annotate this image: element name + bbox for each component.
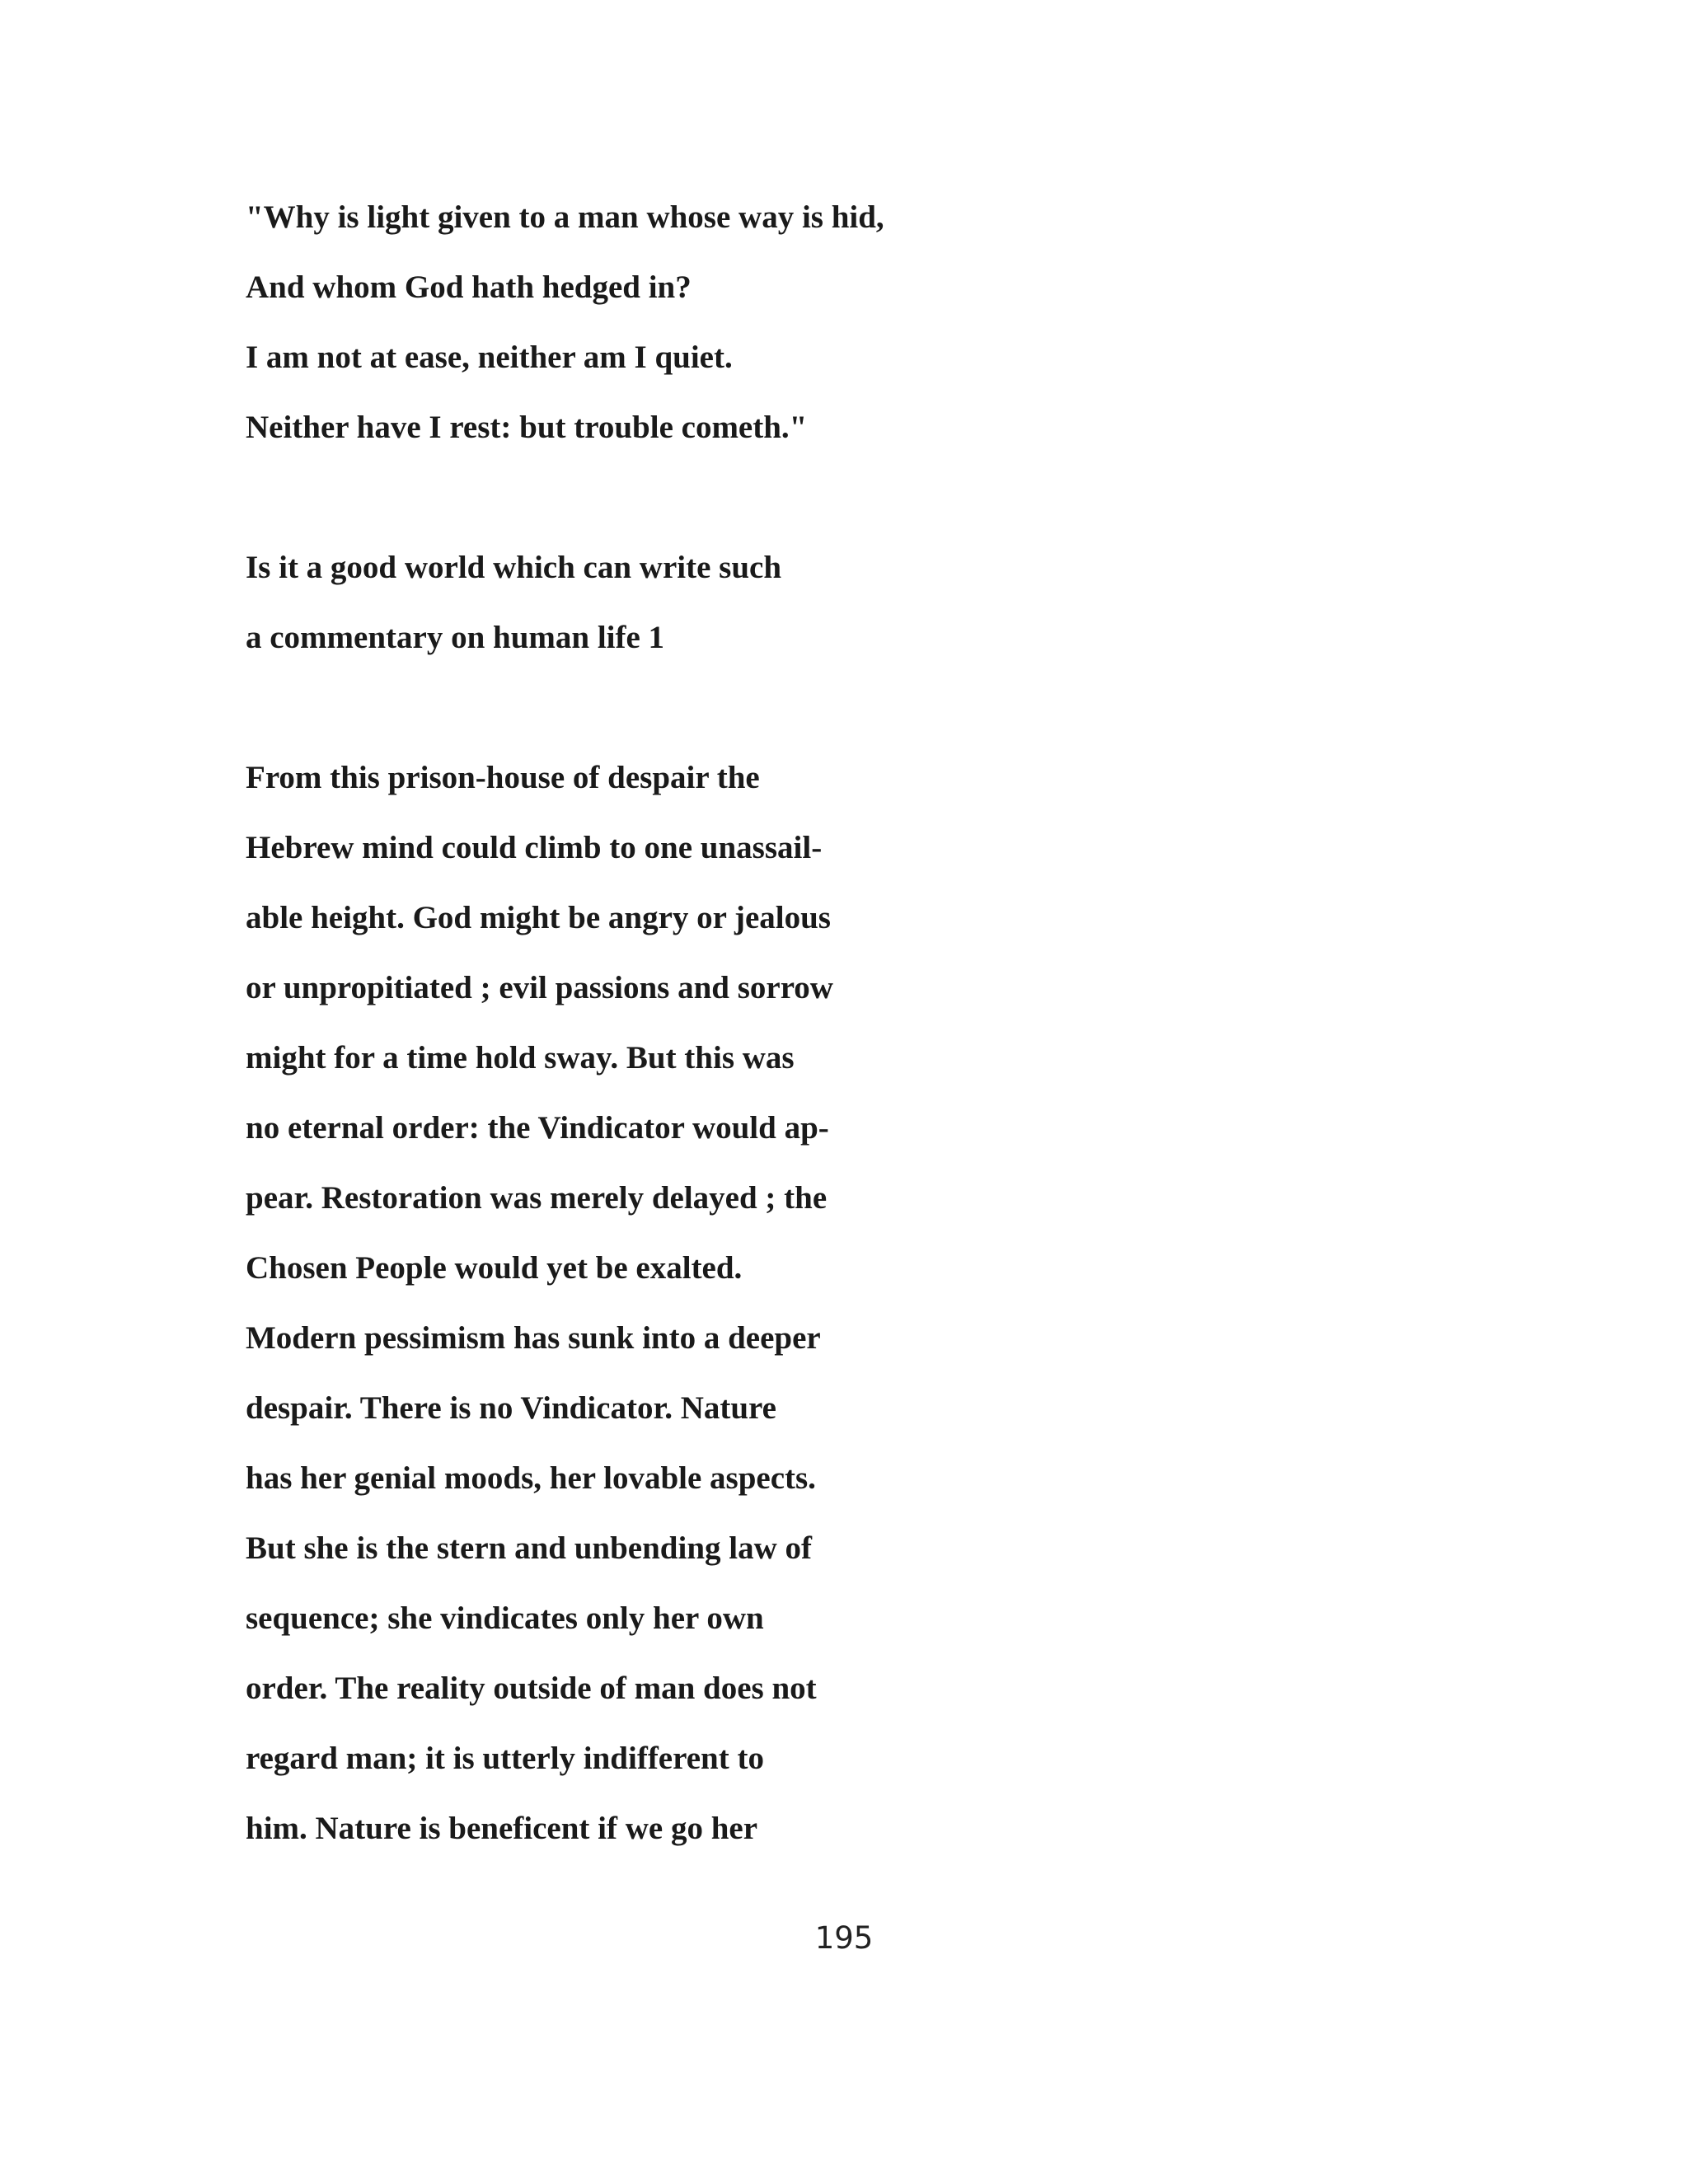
body-line: no eternal order: the Vindicator would ap- bbox=[246, 1110, 829, 1146]
quote-line: Neither have I rest: but trouble cometh." bbox=[246, 410, 808, 445]
body-line: But she is the stern and unbending law of bbox=[246, 1530, 812, 1566]
paragraph-gap bbox=[246, 682, 1482, 752]
body-line: has her genial moods, her lovable aspects. bbox=[246, 1460, 816, 1496]
body-line: sequence; she vindicates only her own bbox=[246, 1601, 764, 1636]
question-line: Is it a good world which can write such bbox=[246, 550, 782, 585]
body-line: order. The reality outside of man does not bbox=[246, 1671, 817, 1706]
body-line: him. Nature is beneficent if we go her bbox=[246, 1811, 758, 1846]
paragraph-gap bbox=[246, 471, 1482, 541]
body-line: Chosen People would yet be exalted. bbox=[246, 1250, 743, 1286]
body-line: regard man; it is utterly indifferent to bbox=[246, 1741, 764, 1776]
body-line: despair. There is no Vindicator. Nature bbox=[246, 1390, 776, 1426]
page-number: 195 bbox=[814, 1920, 874, 1956]
body-line: pear. Restoration was merely delayed ; the bbox=[246, 1180, 828, 1216]
body-line: Hebrew mind could climb to one unassail- bbox=[246, 830, 823, 865]
body-line: able height. God might be angry or jealous bbox=[246, 900, 831, 935]
page-text bbox=[246, 191, 1482, 1872]
question-line: a commentary on human life 1 bbox=[246, 620, 665, 655]
quote-line: And whom God hath hedged in? bbox=[246, 269, 692, 305]
quote-stanza bbox=[246, 191, 1482, 471]
body-paragraph bbox=[246, 752, 1482, 1872]
body-line: Modern pessimism has sunk into a deeper bbox=[246, 1320, 821, 1356]
quote-line: "Why is light given to a man whose way is hid, bbox=[246, 199, 884, 235]
body-line: might for a time hold sway. But this was bbox=[246, 1040, 795, 1076]
body-line: From this prison-house of despair the bbox=[246, 760, 760, 795]
body-line: or unpropitiated ; evil passions and sorrow bbox=[246, 970, 833, 1005]
question-paragraph bbox=[246, 541, 1482, 682]
quote-line: I am not at ease, neither am I quiet. bbox=[246, 340, 733, 375]
